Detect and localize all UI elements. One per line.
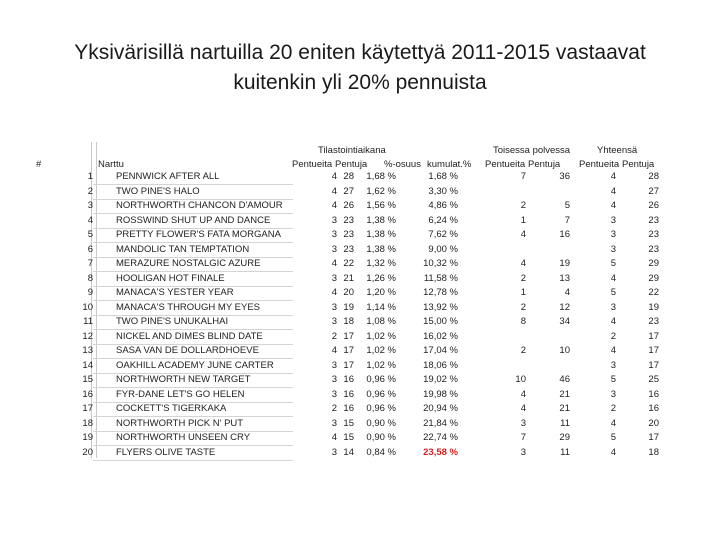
cell-pu3: 18 bbox=[648, 446, 659, 458]
cell-pu3: 27 bbox=[648, 185, 659, 197]
cell-os: 1,56 % bbox=[366, 200, 396, 211]
cell-name: NICKEL AND DIMES BLIND DATE bbox=[116, 330, 263, 342]
cell-pe2: 1 bbox=[520, 287, 526, 298]
cell-pe3: 3 bbox=[610, 301, 616, 313]
cell-n: 10 bbox=[82, 301, 93, 313]
cell-ku: 4,86 % bbox=[428, 200, 458, 211]
cell-name: NORTHWORTH PICK N' PUT bbox=[116, 417, 244, 429]
cell-os: 1,38 % bbox=[366, 243, 396, 255]
cell-pe2: 2 bbox=[520, 301, 526, 313]
cell-pe3: 3 bbox=[610, 388, 616, 400]
cell-os: 0,96 % bbox=[366, 388, 396, 400]
cell-pu2: 29 bbox=[559, 432, 570, 443]
cell-os: 1,62 % bbox=[366, 185, 396, 197]
cell-ku: 15,00 % bbox=[423, 316, 458, 327]
cell-pu1: 14 bbox=[343, 446, 354, 458]
group-header-tilastointiaikana: Tilastointiaikana bbox=[318, 145, 386, 156]
cell-pu1: 23 bbox=[343, 243, 354, 255]
header-number: # bbox=[36, 159, 42, 170]
cell-os: 1,32 % bbox=[366, 258, 396, 269]
cell-pe3: 5 bbox=[610, 432, 616, 443]
cell-pe1: 2 bbox=[331, 330, 337, 342]
cell-ku: 19,02 % bbox=[423, 374, 458, 385]
cell-pe3: 5 bbox=[610, 258, 616, 269]
cell-pu1: 17 bbox=[343, 345, 354, 356]
cell-pu1: 15 bbox=[343, 432, 354, 443]
cell-name: TWO PINE'S HALO bbox=[116, 185, 200, 197]
cell-os: 1,14 % bbox=[366, 301, 396, 313]
cell-name: PENNWICK AFTER ALL bbox=[116, 171, 220, 182]
cell-pe3: 4 bbox=[610, 185, 616, 197]
cell-os: 0,90 % bbox=[366, 417, 396, 429]
cell-ku: 18,06 % bbox=[423, 359, 458, 371]
cell-pe1: 3 bbox=[331, 417, 337, 429]
cell-name: FLYERS OLIVE TASTE bbox=[116, 446, 216, 458]
header-narttu: Narttu bbox=[98, 159, 124, 170]
group-header-yhteensa: Yhteensä bbox=[597, 145, 638, 156]
cell-pe3: 4 bbox=[610, 417, 616, 429]
slide-title-line-2: kuitenkin yli 20% pennuista bbox=[233, 71, 487, 94]
cell-n: 5 bbox=[87, 229, 93, 240]
cell-n: 13 bbox=[82, 345, 93, 356]
cell-ku: 6,24 % bbox=[428, 214, 458, 226]
cell-pu3: 22 bbox=[648, 287, 659, 298]
cell-pu1: 23 bbox=[343, 214, 354, 226]
cell-pe2: 10 bbox=[515, 374, 526, 385]
cell-pe3: 3 bbox=[610, 229, 616, 240]
header-pentueita-yhteensa: Pentueita bbox=[579, 159, 620, 170]
cell-pe1: 3 bbox=[331, 446, 337, 458]
cell-pe3: 3 bbox=[610, 214, 616, 226]
slide-title-line-1: Yksivärisillä nartuilla 20 eniten käytettyä 2011-2015 vastaavat bbox=[74, 41, 646, 64]
cell-pe1: 3 bbox=[331, 229, 337, 240]
cell-pu1: 22 bbox=[343, 258, 354, 269]
cell-pe2: 7 bbox=[520, 432, 526, 443]
cell-pe3: 2 bbox=[610, 330, 616, 342]
cell-name: MERAZURE NOSTALGIC AZURE bbox=[116, 258, 261, 269]
group-header-toisessa-polvessa: Toisessa polvessa bbox=[493, 145, 571, 156]
cell-ku: 22,74 % bbox=[423, 432, 458, 443]
header-pentuja-yhteensa: Pentuja bbox=[622, 159, 655, 170]
cell-n: 16 bbox=[82, 388, 93, 400]
cell-n: 12 bbox=[82, 330, 93, 342]
cell-ku: 16,02 % bbox=[423, 330, 458, 342]
cell-n: 20 bbox=[82, 446, 93, 458]
cell-pe3: 3 bbox=[610, 243, 616, 255]
cell-os: 1,02 % bbox=[366, 330, 396, 342]
cell-n: 17 bbox=[82, 403, 93, 414]
cell-pu1: 16 bbox=[343, 388, 354, 400]
cell-pu1: 18 bbox=[343, 316, 354, 327]
cell-pe1: 3 bbox=[331, 301, 337, 313]
cell-pe2: 3 bbox=[520, 417, 526, 429]
cell-os: 1,38 % bbox=[366, 229, 396, 240]
cell-pu3: 17 bbox=[648, 330, 659, 342]
cell-os: 0,96 % bbox=[366, 374, 396, 385]
cell-n: 18 bbox=[82, 417, 93, 429]
cell-pu2: 21 bbox=[559, 403, 570, 414]
cell-pu3: 17 bbox=[648, 345, 659, 356]
cell-name: MANDOLIC TAN TEMPTATION bbox=[116, 243, 250, 255]
cell-pu2: 12 bbox=[559, 301, 570, 313]
cell-name: TWO PINE'S UNUKALHAI bbox=[116, 316, 229, 327]
cell-pu3: 23 bbox=[648, 229, 659, 240]
cell-pu3: 20 bbox=[648, 417, 659, 429]
cell-pu1: 17 bbox=[343, 330, 354, 342]
cell-ku: 13,92 % bbox=[423, 301, 458, 313]
cell-os: 1,02 % bbox=[366, 345, 396, 356]
cell-pu3: 16 bbox=[648, 388, 659, 400]
cell-name: MANACA'S YESTER YEAR bbox=[116, 287, 234, 298]
cell-n: 15 bbox=[82, 374, 93, 385]
cell-ku: 21,84 % bbox=[423, 417, 458, 429]
cell-pu3: 16 bbox=[648, 403, 659, 414]
cell-ku: 19,98 % bbox=[423, 388, 458, 400]
cell-n: 6 bbox=[87, 243, 93, 255]
header-pentuja-tilastointi: Pentuja bbox=[335, 159, 368, 170]
cell-ku: 11,58 % bbox=[423, 272, 458, 284]
cell-name: FYR-DANE LET'S GO HELEN bbox=[116, 388, 245, 400]
cell-os: 0,90 % bbox=[366, 432, 396, 443]
cell-os: 0,96 % bbox=[366, 403, 396, 414]
cell-ku: 17,04 % bbox=[423, 345, 458, 356]
cell-pe3: 4 bbox=[610, 200, 616, 211]
cell-pu3: 25 bbox=[648, 374, 659, 385]
cell-pe3: 4 bbox=[610, 345, 616, 356]
header-pentuja-toisessa: Pentuja bbox=[528, 159, 561, 170]
cell-os: 1,68 % bbox=[366, 171, 396, 182]
cell-pu2: 34 bbox=[559, 316, 570, 327]
cell-n: 9 bbox=[87, 287, 93, 298]
cell-ku: 3,30 % bbox=[428, 185, 458, 197]
cell-pu2: 13 bbox=[559, 272, 570, 284]
cell-pe1: 2 bbox=[331, 403, 337, 414]
header-osuus: %-osuus bbox=[384, 159, 421, 170]
cell-os: 1,38 % bbox=[366, 214, 396, 226]
cell-pu1: 16 bbox=[343, 403, 354, 414]
cell-os: 0,84 % bbox=[366, 446, 396, 458]
cell-pu1: 23 bbox=[343, 229, 354, 240]
cell-pu1: 17 bbox=[343, 359, 354, 371]
cell-pu1: 15 bbox=[343, 417, 354, 429]
cell-pu2: 16 bbox=[559, 229, 570, 240]
cell-pe3: 2 bbox=[610, 403, 616, 414]
cell-pe1: 3 bbox=[331, 388, 337, 400]
cell-os: 1,26 % bbox=[366, 272, 396, 284]
cell-pu1: 20 bbox=[343, 287, 354, 298]
cell-ku: 7,62 % bbox=[428, 229, 458, 240]
cell-pe3: 4 bbox=[610, 171, 616, 182]
cell-pe1: 3 bbox=[331, 272, 337, 284]
cell-name: PRETTY FLOWER'S FATA MORGANA bbox=[116, 229, 281, 240]
cell-pu3: 23 bbox=[648, 214, 659, 226]
cell-pe1: 4 bbox=[331, 185, 337, 197]
cell-pe1: 3 bbox=[331, 359, 337, 371]
cell-pu2: 19 bbox=[559, 258, 570, 269]
header-kumulat: kumulat.% bbox=[427, 159, 472, 170]
cell-pu3: 17 bbox=[648, 359, 659, 371]
cell-pu3: 19 bbox=[648, 301, 659, 313]
cell-pu2: 36 bbox=[559, 171, 570, 182]
cell-n: 11 bbox=[83, 316, 93, 327]
cell-pu1: 21 bbox=[343, 272, 354, 284]
cell-pu1: 19 bbox=[343, 301, 354, 313]
cell-pu3: 23 bbox=[648, 316, 659, 327]
cell-pe1: 4 bbox=[331, 200, 337, 211]
cell-n: 4 bbox=[87, 214, 93, 226]
cell-pu1: 16 bbox=[343, 374, 354, 385]
cell-name: COCKETT'S TIGERKAKA bbox=[116, 403, 227, 414]
cell-pe1: 3 bbox=[331, 243, 337, 255]
cell-n: 8 bbox=[87, 272, 93, 284]
cell-name: ROSSWIND SHUT UP AND DANCE bbox=[116, 214, 271, 226]
cell-pu3: 29 bbox=[648, 258, 659, 269]
cell-pu2: 4 bbox=[564, 287, 570, 298]
cell-ku: 9,00 % bbox=[428, 243, 458, 255]
cell-n: 19 bbox=[82, 432, 93, 443]
cell-os: 1,20 % bbox=[366, 287, 396, 298]
cell-pe1: 4 bbox=[331, 258, 337, 269]
cell-pu2: 10 bbox=[559, 345, 570, 356]
cell-pu1: 26 bbox=[343, 200, 354, 211]
cell-n: 14 bbox=[82, 359, 93, 371]
cell-pe3: 3 bbox=[610, 359, 616, 371]
cell-pe2: 4 bbox=[520, 258, 526, 269]
cell-os: 1,02 % bbox=[366, 359, 396, 371]
cell-pe1: 3 bbox=[331, 316, 337, 327]
cell-pu3: 28 bbox=[648, 171, 659, 182]
cell-pe1: 4 bbox=[331, 345, 337, 356]
cell-pu2: 11 bbox=[560, 417, 570, 429]
cell-pu3: 29 bbox=[648, 272, 659, 284]
cell-pe2: 4 bbox=[520, 388, 526, 400]
cell-pe1: 4 bbox=[331, 432, 337, 443]
cell-name: NORTHWORTH CHANCON D'AMOUR bbox=[116, 200, 283, 211]
cell-pe1: 3 bbox=[331, 374, 337, 385]
cell-pe3: 4 bbox=[610, 316, 616, 327]
cell-ku: 10,32 % bbox=[423, 258, 458, 269]
cell-ku: 20,94 % bbox=[423, 403, 458, 414]
cell-name: NORTHWORTH UNSEEN CRY bbox=[116, 432, 251, 443]
cell-name: HOOLIGAN HOT FINALE bbox=[116, 272, 225, 284]
cell-pe2: 2 bbox=[520, 200, 526, 211]
cell-pe2: 2 bbox=[520, 272, 526, 284]
cell-pu2: 21 bbox=[559, 388, 570, 400]
cell-pe3: 5 bbox=[610, 287, 616, 298]
cell-pu1: 27 bbox=[343, 185, 354, 197]
cell-pe1: 4 bbox=[331, 171, 337, 182]
cell-n: 1 bbox=[87, 171, 93, 182]
cell-name: OAKHILL ACADEMY JUNE CARTER bbox=[116, 359, 274, 371]
cell-pu2: 7 bbox=[564, 214, 570, 226]
cell-pe3: 4 bbox=[610, 272, 616, 284]
cell-pe3: 4 bbox=[610, 446, 616, 458]
cell-pe1: 3 bbox=[331, 214, 337, 226]
cell-pe3: 5 bbox=[610, 374, 616, 385]
cell-pu3: 26 bbox=[648, 200, 659, 211]
cell-pu3: 17 bbox=[648, 432, 659, 443]
cell-pe2: 3 bbox=[520, 446, 526, 458]
header-pentueita-tilastointi: Pentueita bbox=[292, 159, 333, 170]
cell-pu1: 28 bbox=[343, 171, 354, 182]
cell-pe2: 2 bbox=[520, 345, 526, 356]
cell-pe2: 4 bbox=[520, 403, 526, 414]
cell-n: 2 bbox=[87, 185, 93, 197]
cell-ku: 1,68 % bbox=[428, 171, 458, 182]
cell-ku: 23,58 % bbox=[423, 446, 458, 458]
cell-n: 3 bbox=[87, 200, 93, 211]
cell-pe1: 4 bbox=[331, 287, 337, 298]
cell-pe2: 4 bbox=[520, 229, 526, 240]
cell-pe2: 1 bbox=[520, 214, 526, 226]
cell-name: SASA VAN DE DOLLARDHOEVE bbox=[116, 345, 259, 356]
cell-pu2: 11 bbox=[560, 446, 570, 458]
cell-n: 7 bbox=[87, 258, 93, 269]
cell-pu3: 23 bbox=[648, 243, 659, 255]
cell-pu2: 5 bbox=[564, 200, 570, 211]
cell-pe2: 7 bbox=[520, 171, 526, 182]
header-pentueita-toisessa: Pentueita bbox=[485, 159, 526, 170]
cell-ku: 12,78 % bbox=[423, 287, 458, 298]
cell-name: NORTHWORTH NEW TARGET bbox=[116, 374, 251, 385]
cell-os: 1,08 % bbox=[366, 316, 396, 327]
cell-name: MANACA'S THROUGH MY EYES bbox=[116, 301, 260, 313]
cell-pu2: 46 bbox=[559, 374, 570, 385]
cell-pe2: 8 bbox=[520, 316, 526, 327]
